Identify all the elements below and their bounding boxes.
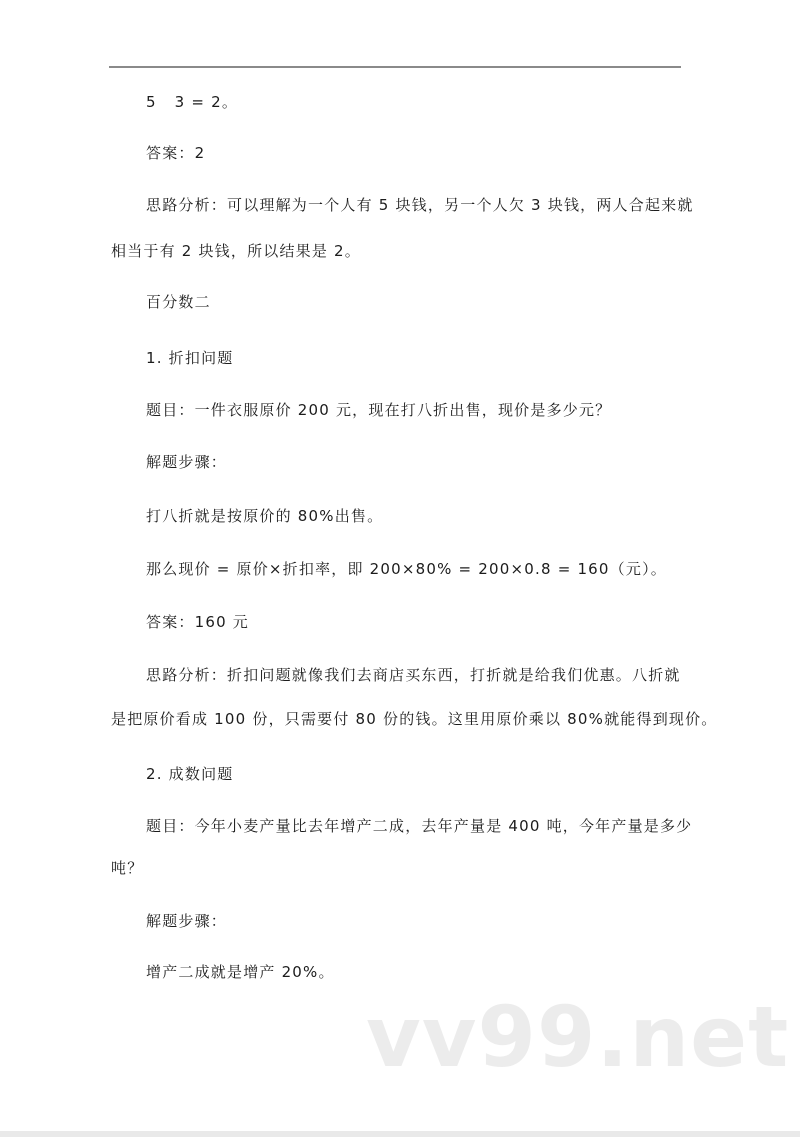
step-line: 打八折就是按原价的 80%出售。	[146, 507, 384, 525]
analysis-line: 思路分析：折扣问题就像我们去商店买东西，打折就是给我们优惠。八折就	[146, 666, 681, 684]
problem-line: 题目：今年小麦产量比去年增产二成，去年产量是 400 吨，今年产量是多少	[146, 817, 693, 835]
page-bottom-edge	[0, 1131, 800, 1137]
header-rule	[109, 66, 681, 68]
analysis-line-continued: 是把原价看成 100 份，只需要付 80 份的钱。这里用原价乘以 80%就能得到现价。	[111, 710, 718, 728]
analysis-line-continued: 相当于有 2 块钱，所以结果是 2。	[111, 242, 361, 260]
step-line: 增产二成就是增产 20%。	[146, 963, 335, 981]
steps-heading: 解题步骤：	[146, 453, 228, 471]
answer-line: 答案：160 元	[146, 613, 249, 631]
step-line: 那么现价 = 原价×折扣率，即 200×80% = 200×0.8 = 160（元）。	[146, 560, 667, 578]
subsection-heading: 1. 折扣问题	[146, 349, 234, 367]
subsection-heading: 2. 成数问题	[146, 765, 234, 783]
steps-heading: 解题步骤：	[146, 912, 228, 930]
answer-line: 答案：2	[146, 144, 206, 162]
equation-line: 5 3 = 2。	[146, 93, 239, 111]
watermark-text: vv99.net	[366, 988, 790, 1086]
analysis-line: 思路分析：可以理解为一个人有 5 块钱，另一个人欠 3 块钱，两人合起来就	[146, 196, 694, 214]
problem-line: 题目：一件衣服原价 200 元，现在打八折出售，现价是多少元？	[146, 401, 612, 419]
section-heading: 百分数二	[146, 293, 211, 311]
problem-line-continued: 吨？	[111, 859, 144, 877]
